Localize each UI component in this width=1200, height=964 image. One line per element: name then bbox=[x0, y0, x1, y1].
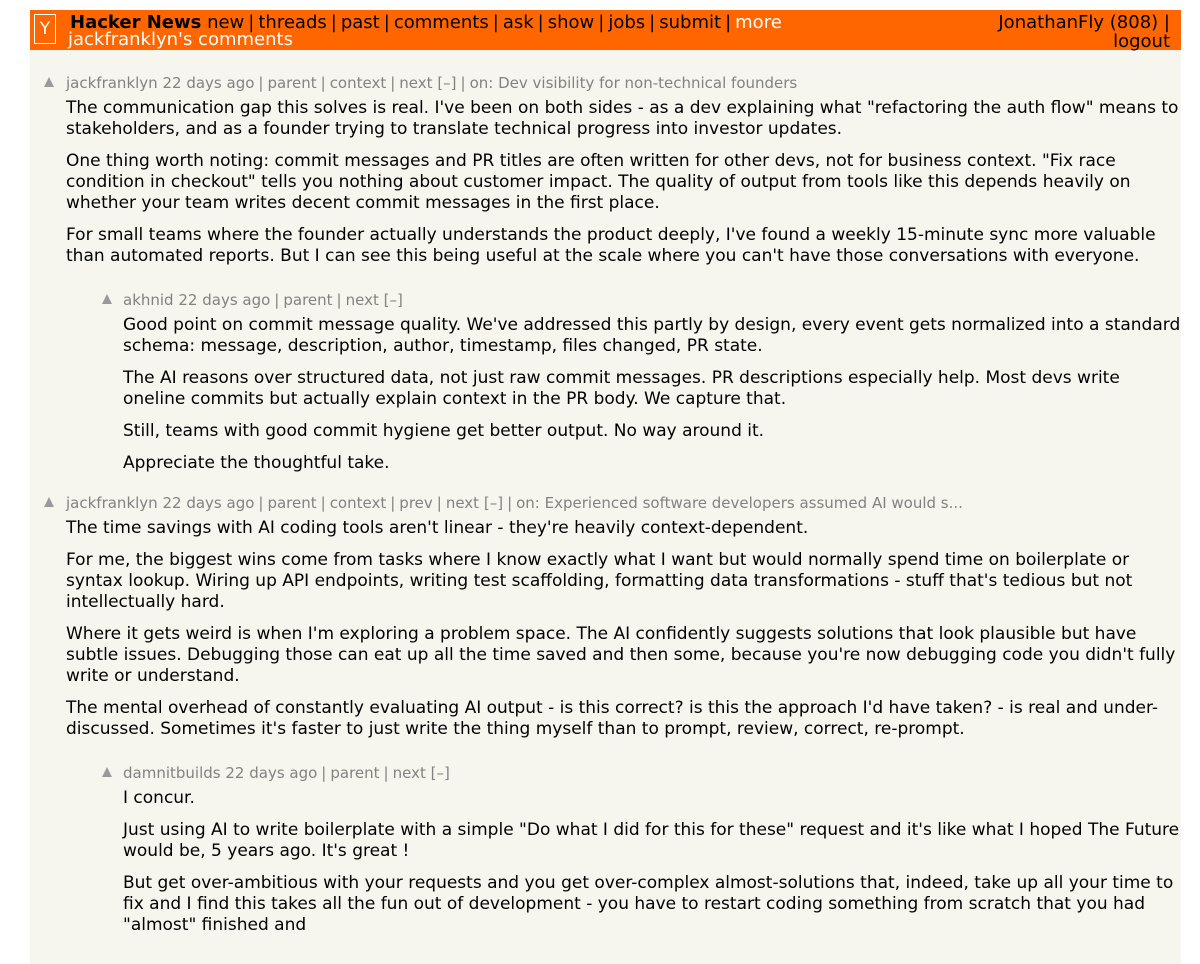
comment bbox=[30, 74, 1181, 267]
meta-separator: | bbox=[274, 291, 280, 309]
on-label: on: bbox=[516, 494, 540, 512]
page-title: jackfranklyn's comments bbox=[68, 29, 293, 50]
nav-separator: | bbox=[598, 12, 605, 33]
collapse-toggle[interactable]: [–] bbox=[430, 764, 450, 782]
nav-comments[interactable]: comments bbox=[393, 12, 489, 33]
nav-more[interactable]: more bbox=[735, 12, 782, 33]
meta-separator: | bbox=[507, 494, 513, 512]
next-link[interactable]: next bbox=[445, 494, 480, 512]
comment bbox=[30, 291, 1181, 474]
meta-separator: | bbox=[320, 74, 326, 92]
comment-paragraph: One thing worth noting: commit messages and PR titles are often written for other devs, not for business context. "Fix race condition in checkout" tells you nothing about customer impact. The quality of output from tools like this depends heavily on whether your team writes decent commit messages in the first place. bbox=[66, 151, 1131, 213]
comment-meta bbox=[123, 764, 1181, 782]
prev-link[interactable]: prev bbox=[399, 494, 433, 512]
story-link[interactable]: Experienced software developers assumed AI would s... bbox=[544, 494, 963, 512]
comment-body bbox=[66, 518, 1181, 740]
on-label: on: bbox=[469, 74, 494, 92]
collapse-toggle[interactable]: [–] bbox=[437, 74, 457, 92]
next-link[interactable]: next bbox=[392, 764, 426, 782]
comment-body bbox=[66, 98, 1181, 267]
comment-paragraph: The communication gap this solves is real. I've been on both sides - as a dev explaining what "refactoring the auth flow" means to stakeholders, and as a founder trying to translate technical progress into investor updates. bbox=[66, 98, 1179, 139]
nav-separator: | bbox=[649, 12, 656, 33]
nav-threads[interactable]: threads bbox=[258, 12, 327, 33]
collapse-toggle[interactable]: [–] bbox=[483, 494, 504, 512]
hn-logo-icon[interactable]: Y bbox=[34, 14, 56, 44]
comment-paragraph: For me, the biggest wins come from tasks where I know exactly what I want but would normally spend time on boilerplate or syntax lookup. Wiring up API endpoints, writing test scaffolding, formatting data transformations - stuff that's tedious but not intellectually hard. bbox=[66, 550, 1133, 612]
parent-link[interactable]: parent bbox=[267, 494, 317, 512]
comment-list bbox=[30, 50, 1181, 936]
parent-link[interactable]: parent bbox=[330, 764, 380, 782]
meta-separator: | bbox=[320, 494, 326, 512]
top-bar bbox=[30, 10, 1181, 50]
comment-paragraph: Good point on commit message quality. We've addressed this partly by design, every event gets normalized into a standard schema: message, description, author, timestamp, files changed, PR state. bbox=[123, 315, 1181, 356]
user-area bbox=[998, 14, 1170, 51]
meta-separator: | bbox=[390, 74, 396, 92]
comment-age-link[interactable]: 22 days ago bbox=[178, 291, 271, 309]
meta-separator: | bbox=[336, 291, 342, 309]
comment-paragraph: Still, teams with good commit hygiene get better output. No way around it. bbox=[123, 421, 765, 441]
comment-meta bbox=[66, 494, 1181, 512]
comment-paragraph: Appreciate the thoughtful take. bbox=[123, 453, 390, 473]
next-link[interactable]: next bbox=[399, 74, 433, 92]
comment-author-link[interactable]: jackfranklyn bbox=[66, 74, 158, 92]
comment-body bbox=[123, 315, 1181, 474]
story-link[interactable]: Dev visibility for non-technical founders bbox=[498, 74, 798, 92]
comment-age-link[interactable]: 22 days ago bbox=[162, 74, 255, 92]
nav-separator: | bbox=[330, 12, 337, 33]
comment-body bbox=[123, 788, 1181, 936]
comment-author-link[interactable]: akhnid bbox=[123, 291, 174, 309]
username-link[interactable]: JonathanFly bbox=[998, 12, 1105, 33]
comment-paragraph: Just using AI to write boilerplate with a simple "Do what I did for this for these" request and it's like what I hoped The Future would be, 5 years ago. It's great ! bbox=[123, 820, 1180, 861]
nav-ask[interactable]: ask bbox=[502, 12, 534, 33]
nav-jobs[interactable]: jobs bbox=[608, 12, 646, 33]
meta-separator: | bbox=[258, 74, 264, 92]
nav-separator: | bbox=[248, 12, 255, 33]
nav-new[interactable]: new bbox=[207, 12, 245, 33]
nav-show[interactable]: show bbox=[547, 12, 595, 33]
comment bbox=[30, 494, 1181, 740]
comment-paragraph: But get over-ambitious with your requests and you get over-complex almost-solutions that, indeed, take up all your time to fix and I find this takes all the fun out of development - you have to restart coding something from scratch that you had "almost" finished and bbox=[123, 873, 1174, 935]
user-separator: | bbox=[1163, 12, 1170, 33]
comment-meta bbox=[123, 291, 1181, 309]
upvote-arrow-icon[interactable] bbox=[44, 77, 54, 87]
upvote-arrow-icon[interactable] bbox=[102, 767, 112, 777]
comment-author-link[interactable]: jackfranklyn bbox=[66, 494, 158, 512]
upvote-arrow-icon[interactable] bbox=[44, 497, 54, 507]
nav-past[interactable]: past bbox=[340, 12, 380, 33]
meta-separator: | bbox=[321, 764, 327, 782]
meta-separator: | bbox=[258, 494, 264, 512]
comment-age-link[interactable]: 22 days ago bbox=[225, 764, 318, 782]
comment-author-link[interactable]: damnitbuilds bbox=[123, 764, 221, 782]
nav-separator: | bbox=[492, 12, 499, 33]
nav-separator: | bbox=[537, 12, 544, 33]
karma-count: (808) bbox=[1109, 12, 1159, 33]
nav-separator: | bbox=[383, 12, 390, 33]
collapse-toggle[interactable]: [–] bbox=[383, 291, 403, 309]
comment-paragraph: For small teams where the founder actually understands the product deeply, I've found a weekly 15-minute sync more valuable than automated reports. But I can see this being useful at the scale where you can't have those conversations with everyone. bbox=[66, 225, 1156, 266]
comment-paragraph: The mental overhead of constantly evaluating AI output - is this correct? is this the approach I'd have taken? - is real and under-discussed. Sometimes it's faster to just write the thing myself than to prompt, review, correct, re-prompt. bbox=[66, 698, 1159, 739]
next-link[interactable]: next bbox=[345, 291, 379, 309]
upvote-arrow-icon[interactable] bbox=[102, 294, 112, 304]
context-link[interactable]: context bbox=[329, 494, 387, 512]
comment-paragraph: The AI reasons over structured data, not just raw commit messages. PR descriptions especially help. Most devs write oneline commits but actually explain context in the PR body. We capture that. bbox=[123, 368, 1120, 409]
comment-paragraph: The time savings with AI coding tools aren't linear - they're heavily context-dependent. bbox=[66, 518, 809, 538]
parent-link[interactable]: parent bbox=[283, 291, 333, 309]
comment-age-link[interactable]: 22 days ago bbox=[162, 494, 255, 512]
meta-separator: | bbox=[460, 74, 466, 92]
nav-separator: | bbox=[725, 12, 732, 33]
context-link[interactable]: context bbox=[329, 74, 387, 92]
comment bbox=[30, 764, 1181, 936]
comment-paragraph: I concur. bbox=[123, 788, 195, 808]
comment-meta bbox=[66, 74, 1181, 92]
comment-paragraph: Where it gets weird is when I'm exploring a problem space. The AI confidently suggests solutions that look plausible but have subtle issues. Debugging those can eat up all the time saved and then some, because you're now debugging code you didn't fully write or understand. bbox=[66, 624, 1176, 686]
meta-separator: | bbox=[436, 494, 442, 512]
site-title-link[interactable]: Hacker News bbox=[70, 12, 202, 33]
nav-submit[interactable]: submit bbox=[659, 12, 722, 33]
page-container bbox=[30, 10, 1181, 964]
meta-separator: | bbox=[390, 494, 396, 512]
logout-link[interactable]: logout bbox=[1113, 31, 1170, 52]
parent-link[interactable]: parent bbox=[267, 74, 317, 92]
meta-separator: | bbox=[383, 764, 389, 782]
